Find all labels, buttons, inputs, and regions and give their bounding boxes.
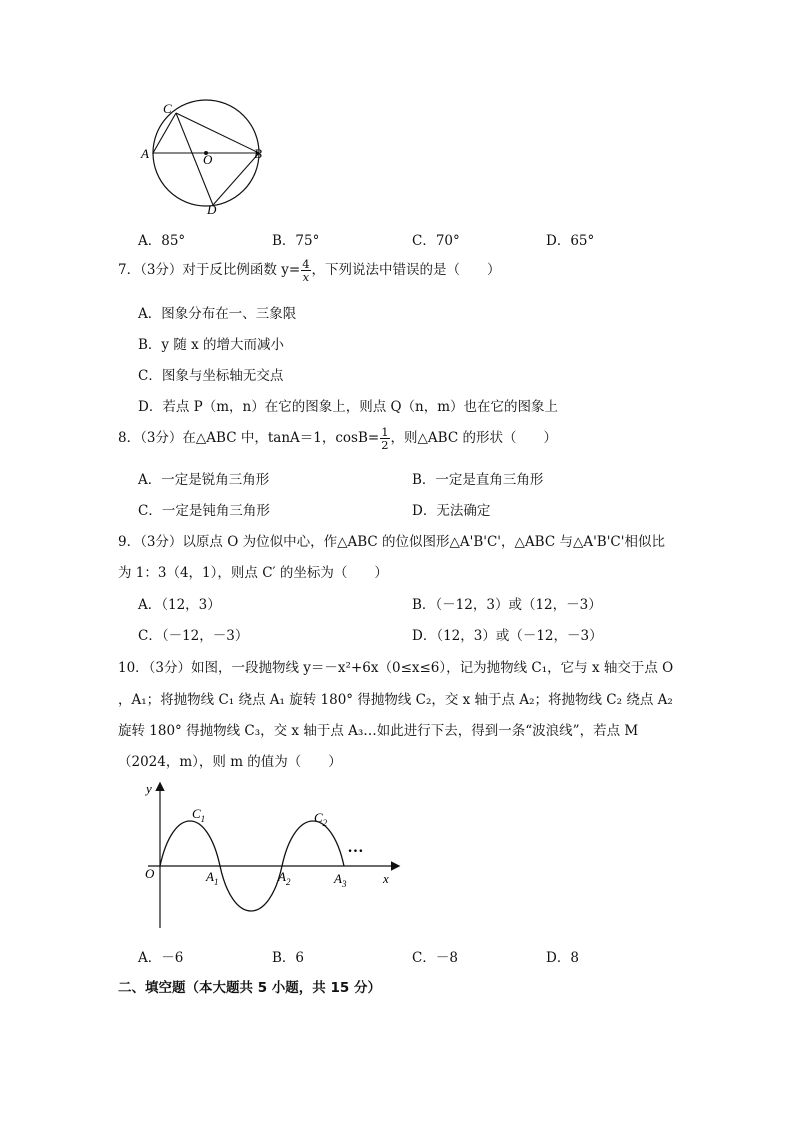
label-a2-main: A [278,869,286,884]
section-2-title: 二、填空题（本大题共 5 小题，共 15 分） [118,980,381,996]
label-c1-sub: 1 [200,814,206,824]
continuation-dots: … [348,839,364,856]
q7-frac-den: x [302,270,310,284]
label-a1 [205,869,218,887]
q8-frac-num: 1 [381,425,389,439]
q10-line1: 10．（3分）如图，一段抛物线 y＝－x²+6x（0≤x≤6），记为抛物线 C₁，它与 x 轴交于点 O [118,660,674,676]
label-c2-sub: 2 [322,818,328,828]
q10-option-c[interactable]: C．－8 [412,950,458,966]
q8-stem [118,426,557,451]
label-d: D [207,202,217,217]
label-c2-main: C [314,810,323,825]
q7-option-b[interactable]: B．y 随 x 的增大而减小 [138,337,285,353]
q10-line2: ，A₁；将抛物线 C₁ 绕点 A₁ 旋转 180° 得抛物线 C₂，交 x 轴于点 A₂；将抛物线 C₂ 绕点 A₂ [118,692,673,708]
q10-option-b[interactable]: B．6 [272,950,305,966]
q8-fraction [380,426,389,451]
q7-option-a[interactable]: A．图象分布在一、三象限 [138,306,297,322]
axis-y-label: y [146,781,152,796]
label-c: C [163,101,172,116]
q10-line3: 旋转 180° 得抛物线 C₃，交 x 轴于点 A₃…如此进行下去，得到一条“波浪线”，若点 M [118,723,639,739]
q8-frac-den: 2 [381,438,389,452]
q9-option-b[interactable]: B．（－12，3）或（12，－3） [412,597,602,613]
origin-label: O [145,866,155,881]
q6-option-d[interactable]: D．65° [546,233,595,249]
q9-option-d[interactable]: D．（12，3）或（－12，－3） [412,628,603,644]
q6-option-b[interactable]: B．75° [272,233,320,249]
q8-option-b[interactable]: B．一定是直角三角形 [412,472,544,488]
q8-cos-prefix: cosB= [335,430,380,446]
q9-option-a[interactable]: A．（12，3） [138,597,221,613]
q7-stem [118,258,501,283]
label-c2 [314,810,328,828]
q10-option-d[interactable]: D．8 [546,950,579,966]
q8-option-d[interactable]: D．无法确定 [412,503,491,519]
q8-option-a[interactable]: A．一定是锐角三角形 [138,472,270,488]
q6-option-c[interactable]: C．70° [412,233,460,249]
axis-x-label: x [383,871,389,886]
q7-stem-tail: ，下列说法中错误的是（ ） [311,262,501,278]
label-a: A [141,146,149,161]
q7-frac-num: 4 [302,257,310,271]
label-a2 [277,869,291,887]
q7-option-c[interactable]: C．图象与坐标轴无交点 [138,368,284,384]
q9-line1: 9．（3分）以原点 O 为位似中心，作△ABC 的位似图形△A'B'C'，△ABC 与△A'B'C'相似比 [118,534,665,550]
q10-line4: （2024，m），则 m 的值为（ ） [118,754,342,770]
label-o: O [203,152,213,167]
wave-figure [140,778,410,938]
label-b: B [254,146,262,161]
q7-func-prefix: y= [281,262,301,278]
q9-line2: 为 1：3（4，1），则点 C′ 的坐标为（ ） [118,565,388,581]
q7-option-d[interactable]: D．若点 P（m，n）在它的图象上，则点 Q（n，m）也在它的图象上 [138,399,559,415]
q10-option-a[interactable]: A．－6 [138,950,184,966]
label-a1-main: A [206,869,214,884]
q7-fraction [301,258,310,283]
label-a1-sub: 1 [213,877,219,887]
label-a3-sub: 3 [341,879,347,889]
q8-stem-start: 8．（3分）在△ABC 中，tanA＝1， [118,430,336,446]
q6-option-a[interactable]: A．85° [138,233,186,249]
q8-option-c[interactable]: C．一定是钝角三角形 [138,503,270,519]
label-a2-sub: 2 [285,877,291,887]
q9-option-c[interactable]: C．（－12，－3） [138,628,249,644]
label-c1-main: C [192,806,201,821]
q7-number: 7．（3分）对于反比例函数 [118,262,277,278]
label-a3 [333,871,347,889]
circle-figure [135,95,275,220]
label-a3-main: A [334,871,342,886]
q8-stem-tail: ，则△ABC 的形状（ ） [390,430,557,446]
